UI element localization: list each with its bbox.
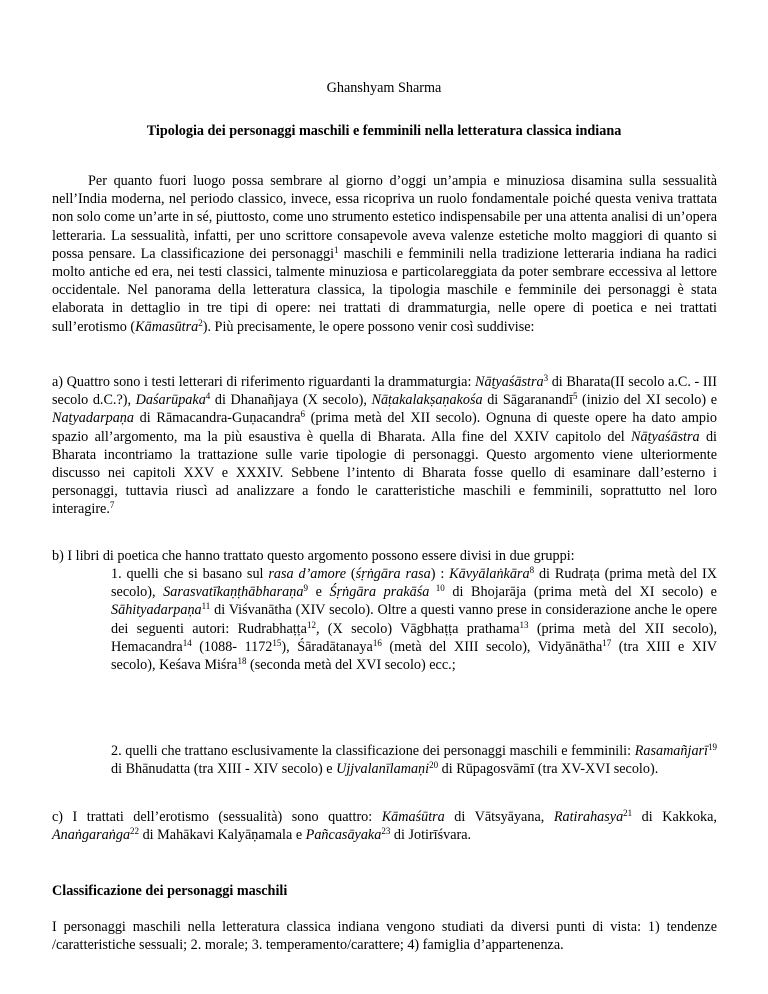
- text-run: 1. quelli che si basano sul: [111, 566, 269, 582]
- footnote-ref[interactable]: 22: [130, 826, 140, 837]
- text-run: ), Śāradātanaya: [281, 638, 373, 655]
- footnote-ref[interactable]: 9: [303, 583, 308, 594]
- section-b-item-1: [111, 565, 717, 674]
- male-classification-paragraph: I personaggi maschili nella letteratura classica indiana vengono studiati da diversi punti di vista: 1) tendenze /caratteristiche sessuali; 2. morale; 3. temperamento/carattere; 4) famiglia d’appartenenza.: [52, 919, 717, 954]
- work-title: Anaṅgaraṅga: [52, 827, 131, 844]
- work-title: Nāṭyaśāstra: [631, 428, 700, 445]
- section-a-paragraph: [52, 373, 717, 519]
- text-run: (inizio del XI secolo) e: [577, 392, 717, 409]
- text-run: di Kakkoka,: [632, 809, 717, 825]
- footnote-ref[interactable]: 8: [529, 565, 535, 575]
- text-run: di Bhānudatta (tra XIII - XIV secolo) e: [111, 761, 337, 778]
- text-run: di Rudraṭa (prima metà del IX secolo),: [111, 566, 718, 601]
- footnote-ref[interactable]: 19: [708, 742, 717, 752]
- footnote-ref[interactable]: 17: [602, 637, 612, 648]
- text-run: (tra XIII e XIV secolo), Keśava Miśra: [111, 638, 717, 674]
- work-title: Sarasvatīkaṇṭhābharaṇa: [163, 584, 304, 601]
- footnote-ref[interactable]: 1: [334, 244, 339, 255]
- text-run: di Rāmacandra-Guṇacandra: [133, 410, 301, 427]
- term: śṛṅgāra rasa: [355, 566, 431, 582]
- text-run: di Mahākavi Kalyāṇamala e: [139, 827, 306, 844]
- text-run: c) I trattati dell’erotismo (sessualità) sono quattro:: [52, 809, 382, 825]
- text-run: ) :: [430, 566, 450, 582]
- work-title: Daśarūpaka: [135, 392, 206, 409]
- footnote-ref[interactable]: 16: [372, 637, 382, 648]
- footnote-ref[interactable]: 4: [205, 391, 211, 402]
- section-c-paragraph: [52, 808, 717, 844]
- text-run: , (X secolo) Vāgbhaṭṭa prathama: [315, 620, 520, 637]
- text-run: di Bharata incontriamo la trattazione sulle varie tipologie di personaggi. Questo argomento viene ulteriormente discusso nei capitoli XXV e XXXIV. Sebbene l’intento di Bharata fosse quello di esaminare dall’esterno i personaggi, tuttavia riuscì ad analizzare a fondo le caratteristiche maschili e femminili, soprattutto nel loro interagire.: [52, 428, 717, 518]
- text-run: di Viśvanātha (XIV secolo). Oltre a questi vanno prese in considerazione anche le opere dei seguenti autori: Rudrabhaṭṭa: [111, 602, 717, 637]
- footnote-ref[interactable]: 3: [543, 373, 549, 383]
- section-heading: Classificazione dei personaggi maschili: [52, 883, 288, 899]
- work-title: Sāhityadarpaṇa: [111, 602, 202, 619]
- work-title: Ujjvalanīlamaṇi: [336, 761, 430, 778]
- footnote-ref[interactable]: 6: [300, 409, 306, 420]
- footnote-ref[interactable]: 7: [109, 500, 115, 511]
- intro-paragraph: [52, 172, 717, 336]
- work-title: Kāvyālaṅkāra: [449, 566, 530, 582]
- section-b-intro: b) I libri di poetica che hanno trattato questo argomento possono essere divisi in due gruppi:: [52, 548, 575, 564]
- work-title: Nāṭakalakṣaṇakośa: [371, 392, 483, 409]
- text-run: di Bharata(II secolo a.C. - III secolo d.C.?),: [52, 374, 718, 409]
- text-run: (1088- 1172: [191, 638, 273, 655]
- text-run: Per quanto fuori luogo possa sembrare al giorno d’oggi un’ampia e minuziosa disamina sulla sessualità nell’India moderna, nel periodo classico, invece, essa ricopriva un ruolo fondamentale poiché questa veniva trattata non solo come un’arte in sé, piuttosto, come uno strumento estetico indispensabile per una attenta analisi di un’opera letteraria. La sessualità, infatti, per uno scrittore consapevole aveva valenze estetiche molto maggiori di quanto si possa pensare. La classificazione dei personaggi: [52, 173, 717, 262]
- footnote-ref[interactable]: 14: [182, 637, 192, 648]
- work-title: Pañcasāyaka: [305, 827, 382, 844]
- text-run: di Jotirīśvara.: [390, 827, 472, 844]
- work-title: Kāmasūtra: [135, 318, 199, 335]
- text-run: di Bhojarāja (prima metà del XI secolo) e: [444, 584, 717, 601]
- document-title: Tipologia dei personaggi maschili e femminili nella letteratura classica indiana: [146, 123, 622, 139]
- work-title: Rasamañjarī: [634, 743, 708, 759]
- author-name: Ghanshyam Sharma: [326, 80, 442, 96]
- footnote-ref[interactable]: 5: [572, 391, 578, 402]
- section-b-item-2: [111, 742, 717, 778]
- text-run: ). Più precisamente, le opere possono venir così suddivise:: [202, 318, 535, 335]
- work-title: Ratirahasya: [553, 809, 624, 825]
- text-run: (prima metà del XII secolo). Ognuna di queste opere ha dato ampio spazio all’argomento, ma la più esaustiva è quella di Bharata. Alla fine del XXIV capitolo del: [52, 410, 717, 445]
- work-title: Nāṭyaśāstra: [475, 374, 544, 390]
- footnote-ref[interactable]: 13: [519, 619, 529, 630]
- footnote-ref[interactable]: 10: [429, 583, 445, 594]
- footnote-ref[interactable]: 20: [429, 760, 439, 771]
- text-run: di Sāgaranandī: [482, 392, 573, 409]
- work-title: Śṛṅgāra prakāśa: [329, 584, 430, 601]
- text-run: e: [307, 584, 330, 601]
- footnote-ref[interactable]: 23: [381, 826, 391, 837]
- text-run: maschili e femminili nella tradizione letteraria indiana ha radici molto antiche ed era, nei testi classici, talmente minuziosa e particolareggiata da poter sembrare eccessiva al lettore occidentale. Nel panorama della letteratura classica, la tipologia maschile e femminile dei personaggi è stata elaborata in dettaglio in tre tipi di opere: nei trattati di drammaturgia, nelle opere di poetica e nei trattati sull’erotismo (: [52, 245, 717, 335]
- text-run: (: [346, 566, 356, 582]
- footnote-ref[interactable]: 11: [201, 601, 211, 612]
- footnote-ref[interactable]: 15: [272, 637, 282, 648]
- text-run: (metà del XIII secolo), Vidyānātha: [381, 638, 603, 655]
- work-title: Kāmaśūtra: [381, 809, 445, 825]
- text-run: di Rūpagosvāmī (tra XV-XVI secolo).: [438, 761, 659, 778]
- work-title: Naṭyadarpaṇa: [52, 410, 134, 427]
- text-run: di Dhanañjaya (X secolo),: [210, 392, 372, 409]
- text-run: 2. quelli che trattano esclusivamente la classificazione dei personaggi maschili e femminili:: [111, 743, 635, 759]
- text-run: di Vātsyāyana,: [444, 809, 554, 825]
- text-run: (prima metà del XII secolo), Hemacandra: [111, 620, 718, 655]
- footnote-ref[interactable]: 2: [198, 317, 203, 328]
- text-run: (seconda metà del XVI secolo) ecc.;: [246, 657, 456, 674]
- footnote-ref[interactable]: 12: [306, 619, 316, 630]
- text-run: a) Quattro sono i testi letterari di riferimento riguardanti la drammaturgia:: [52, 374, 476, 390]
- term: rasa d’amore: [268, 566, 347, 582]
- footnote-ref[interactable]: 18: [237, 656, 247, 667]
- footnote-ref[interactable]: 21: [623, 808, 633, 818]
